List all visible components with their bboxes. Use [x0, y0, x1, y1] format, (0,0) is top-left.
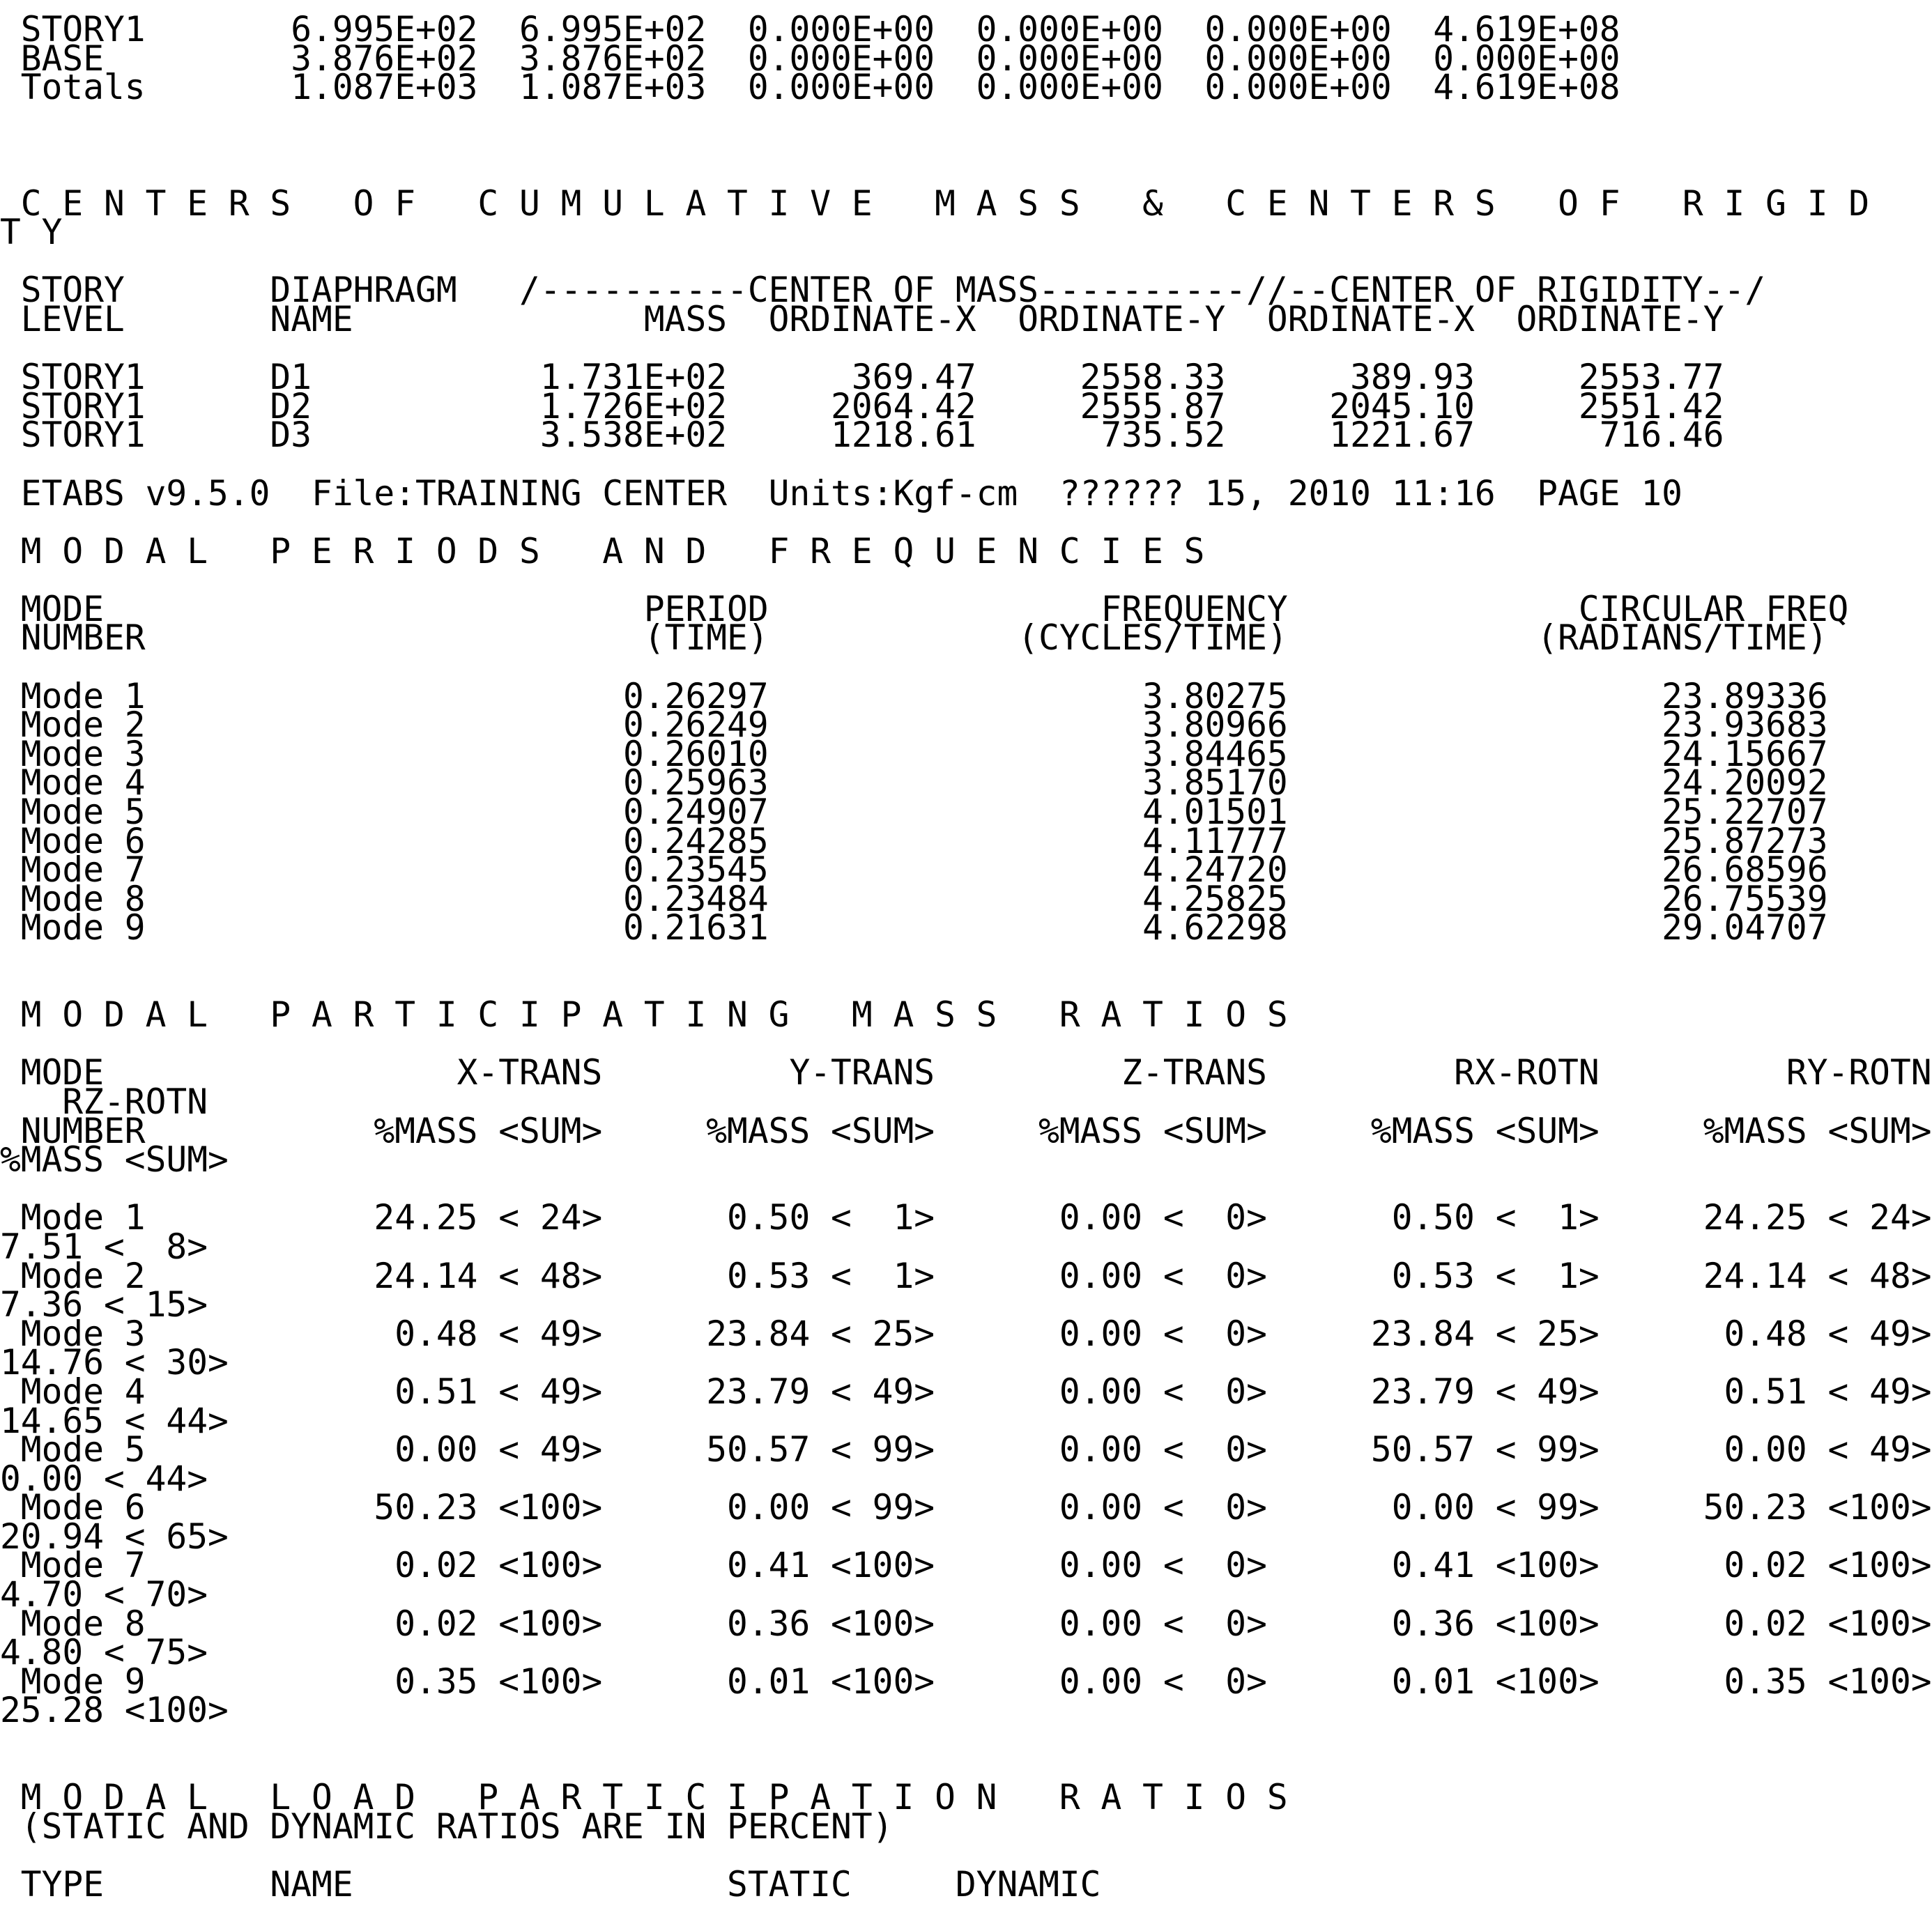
report-line: 7.51 < 8>: [0, 1226, 208, 1267]
report-line: STORY1 D1 1.731E+02 369.47 2558.33 389.93 2553.77: [0, 357, 1724, 398]
report-line: STORY1 D3 3.538E+02 1218.61 735.52 1221.67 716.46: [0, 415, 1724, 456]
report-line: C E N T E R S O F C U M U L A T I V E M A S S & C E N T E R S O F R I G I D: [0, 183, 1870, 224]
report-line: 25.28 <100>: [0, 1690, 229, 1731]
report-line: 14.76 < 30>: [0, 1342, 229, 1383]
report-line: 7.36 < 15>: [0, 1284, 208, 1325]
report-line: LEVEL NAME MASS ORDINATE-X ORDINATE-Y ORDINATE-X ORDINATE-Y: [0, 298, 1724, 339]
report-line: Mode 5 0.00 < 49> 50.57 < 99> 0.00 < 0> 50.57 < 99> 0.00 < 49>: [0, 1429, 1932, 1470]
report-line: 4.80 < 75>: [0, 1632, 208, 1673]
etabs-output-report: [0, 9, 1932, 1905]
report-line: Mode 5 0.24907 4.01501 25.22707: [0, 792, 1828, 833]
report-line: STORY1 6.995E+02 6.995E+02 0.000E+00 0.000E+00 0.000E+00 4.619E+08: [0, 9, 1620, 49]
report-line: 14.65 < 44>: [0, 1400, 229, 1441]
report-line: 4.70 < 70>: [0, 1574, 208, 1615]
report-line: ETABS v9.5.0 File:TRAINING CENTER Units:Kgf-cm ?????? 15, 2010 11:16 PAGE 10: [0, 472, 1682, 514]
report-line: Mode 7 0.23545 4.24720 26.68596: [0, 849, 1828, 891]
report-line: Mode 7 0.02 <100> 0.41 <100> 0.00 < 0> 0.41 <100> 0.02 <100>: [0, 1545, 1932, 1586]
report-line: Mode 3 0.26010 3.84465 24.15667: [0, 733, 1828, 774]
report-line: (STATIC AND DYNAMIC RATIOS ARE IN PERCENT): [0, 1806, 894, 1847]
report-line: TYPE NAME STATIC DYNAMIC: [0, 1864, 1101, 1905]
report-line: Mode 4 0.51 < 49> 23.79 < 49> 0.00 < 0> 23.79 < 49> 0.51 < 49>: [0, 1371, 1932, 1412]
report-line: Mode 6 0.24285 4.11777 25.87273: [0, 820, 1828, 861]
report-line: Mode 2 0.26249 3.80966 23.93683: [0, 705, 1828, 746]
report-line: M O D A L L O A D P A R T I C I P A T I O N R A T I O S: [0, 1777, 1288, 1818]
report-line: Mode 9 0.21631 4.62298 29.04707: [0, 907, 1828, 948]
report-line: Mode 4 0.25963 3.85170 24.20092: [0, 762, 1828, 803]
report-line: RZ-ROTN: [0, 1081, 208, 1122]
report-line: Mode 3 0.48 < 49> 23.84 < 25> 0.00 < 0> 23.84 < 25> 0.48 < 49>: [0, 1313, 1932, 1354]
report-line: STORY DIAPHRAGM /----------CENTER OF MASS----------//--CENTER OF RIGIDITY--/: [0, 270, 1766, 311]
report-line: STORY1 D2 1.726E+02 2064.42 2555.87 2045.10 2551.42: [0, 385, 1724, 426]
report-line: M O D A L P A R T I C I P A T I N G M A S S R A T I O S: [0, 994, 1288, 1036]
report-line: 20.94 < 65>: [0, 1516, 229, 1557]
report-line: Mode 8 0.02 <100> 0.36 <100> 0.00 < 0> 0.36 <100> 0.02 <100>: [0, 1603, 1932, 1644]
report-line: %MASS <SUM>: [0, 1139, 229, 1180]
report-line: T Y: [0, 212, 63, 253]
report-line: MODE PERIOD FREQUENCY CIRCULAR FREQ: [0, 588, 1849, 629]
report-line: Mode 2 24.14 < 48> 0.53 < 1> 0.00 < 0> 0.53 < 1> 24.14 < 48>: [0, 1255, 1932, 1296]
report-line: MODE X-TRANS Y-TRANS Z-TRANS RX-ROTN RY-ROTN: [0, 1052, 1932, 1093]
report-line: BASE 3.876E+02 3.876E+02 0.000E+00 0.000E+00 0.000E+00 0.000E+00: [0, 38, 1620, 79]
report-line: Mode 6 50.23 <100> 0.00 < 99> 0.00 < 0> 0.00 < 99> 50.23 <100>: [0, 1487, 1932, 1528]
report-line: Mode 1 0.26297 3.80275 23.89336: [0, 675, 1828, 716]
report-line: Mode 8 0.23484 4.25825 26.75539: [0, 878, 1828, 919]
report-line: Mode 1 24.25 < 24> 0.50 < 1> 0.00 < 0> 0.50 < 1> 24.25 < 24>: [0, 1197, 1932, 1238]
report-line: Totals 1.087E+03 1.087E+03 0.000E+00 0.000E+00 0.000E+00 4.619E+08: [0, 67, 1620, 108]
report-line: [0, 131, 1932, 160]
report-line: 0.00 < 44>: [0, 1458, 208, 1499]
report-line: [0, 1725, 1932, 1755]
report-line: M O D A L P E R I O D S A N D F R E Q U E N C I E S: [0, 530, 1205, 571]
report-line: Mode 9 0.35 <100> 0.01 <100> 0.00 < 0> 0.01 <100> 0.35 <100>: [0, 1661, 1932, 1702]
report-line: NUMBER %MASS <SUM> %MASS <SUM> %MASS <SUM> %MASS <SUM> %MASS <SUM>: [0, 1110, 1932, 1151]
report-line: NUMBER (TIME) (CYCLES/TIME) (RADIANS/TIME): [0, 617, 1828, 659]
